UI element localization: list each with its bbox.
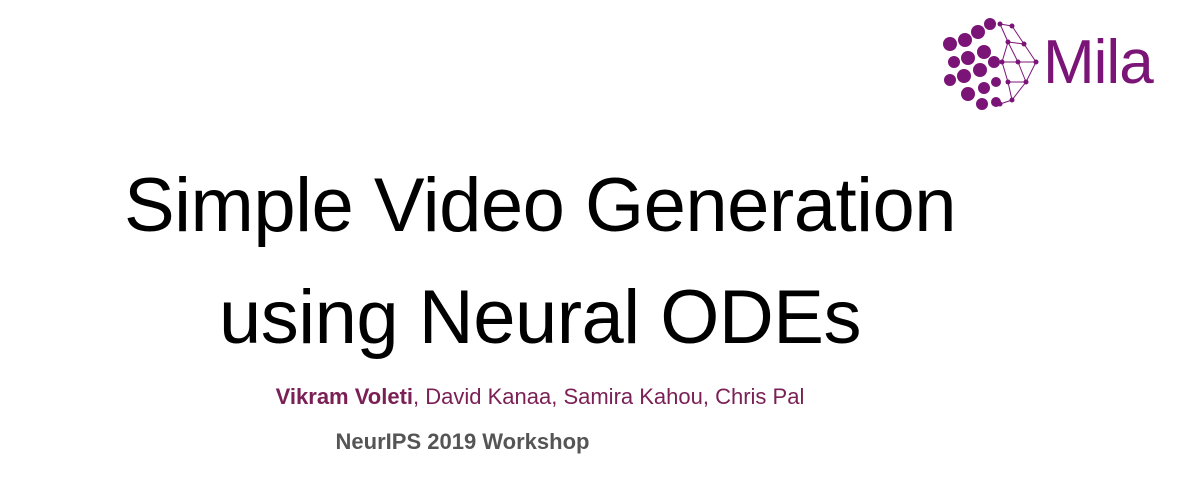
mila-network-icon	[940, 14, 1040, 114]
title-line-1: Simple Video Generation	[123, 163, 957, 248]
mila-wordmark: Mila	[1043, 28, 1153, 97]
venue: NeurIPS 2019 Workshop	[335, 429, 590, 454]
co-authors: David Kanaa, Samira Kahou, Chris Pal	[425, 384, 805, 409]
author-list	[0, 381, 1080, 413]
author-separator: ,	[413, 384, 426, 409]
title-line-2: using Neural ODEs	[219, 275, 861, 360]
first-author: Vikram Voleti	[275, 384, 414, 409]
paper-title	[0, 150, 1080, 374]
mila-logo	[940, 14, 1185, 114]
